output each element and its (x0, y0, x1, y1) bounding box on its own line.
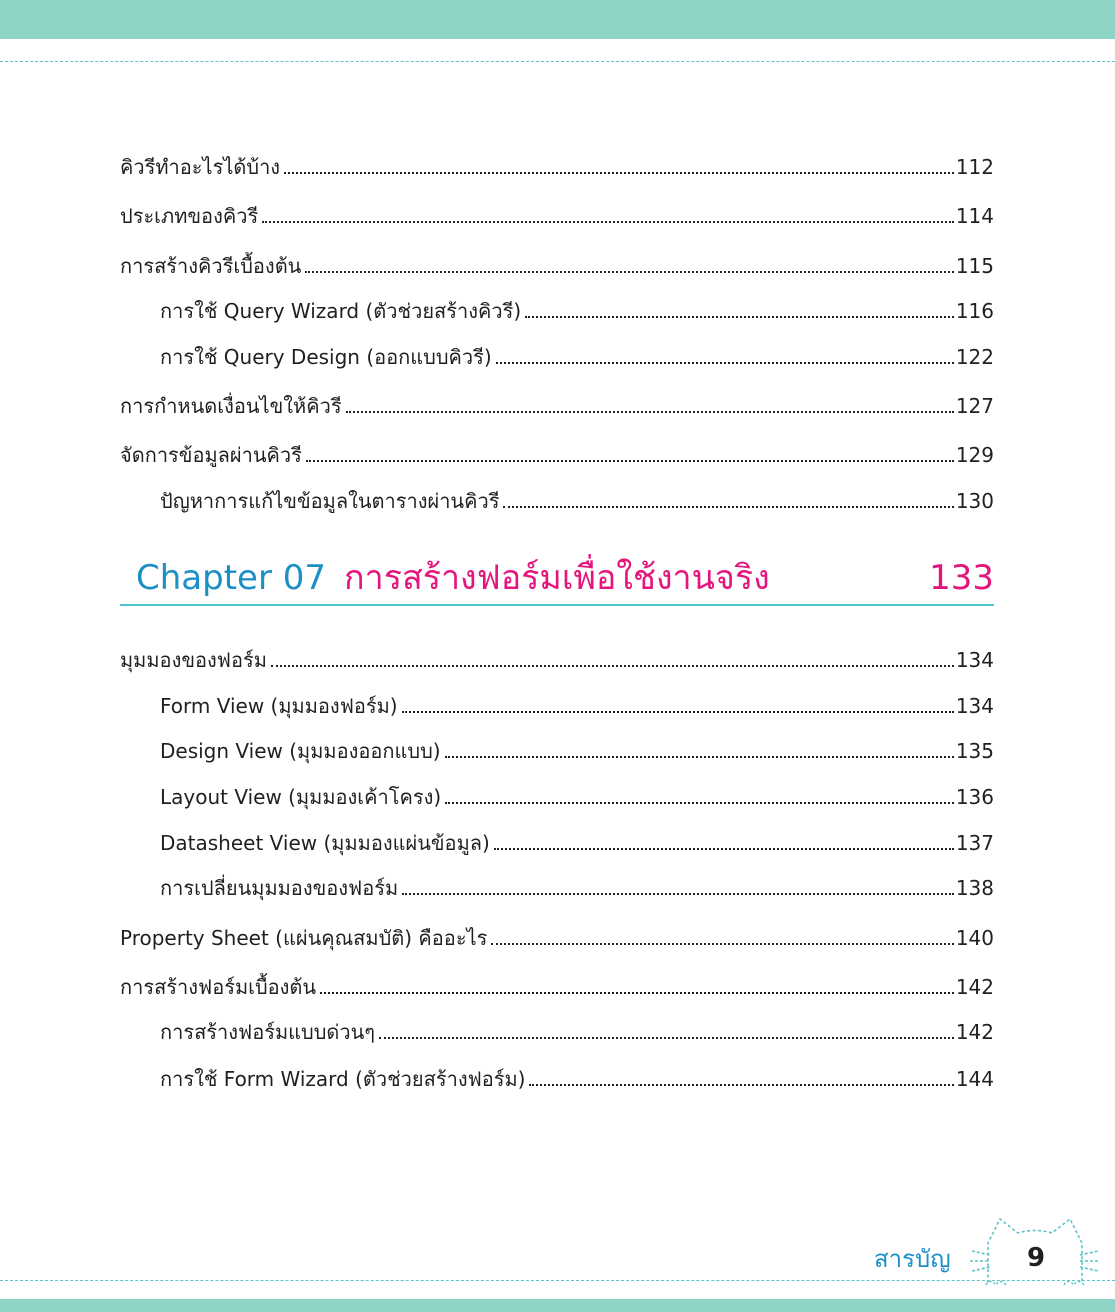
toc-leader-dots (346, 410, 954, 413)
toc-entry-page: 115 (955, 254, 994, 278)
toc-leader-dots (320, 991, 954, 994)
toc-entry-page: 134 (955, 694, 994, 718)
toc-entry (120, 199, 994, 229)
toc-entry (120, 643, 994, 673)
toc-leader-dots (284, 171, 954, 174)
toc-entry-page: 140 (955, 926, 994, 950)
toc-leader-dots (262, 220, 954, 223)
toc-entry-title: การใช้ Query Wizard (ตัวช่วยสร้างคิวรี) (160, 299, 522, 323)
toc-entry-page: 122 (955, 345, 994, 369)
toc-entry-title: การใช้ Query Design (ออกแบบคิวรี) (160, 345, 492, 369)
toc-subentry (160, 734, 994, 764)
toc-entry-title: Property Sheet (แผ่นคุณสมบัติ) คืออะไร (120, 926, 488, 950)
toc-entry-page: 135 (955, 739, 994, 763)
toc-subentry (160, 484, 994, 514)
toc-entry (120, 150, 994, 180)
toc-entry-page: 116 (955, 299, 994, 323)
toc-leader-dots (496, 361, 954, 364)
toc-leader-dots (445, 801, 954, 804)
toc-leader-dots (503, 505, 953, 508)
toc-leader-dots (529, 1083, 953, 1086)
toc-entry-page: 134 (955, 648, 994, 672)
top-color-band (0, 0, 1115, 39)
toc-subentry (160, 826, 994, 856)
toc-leader-dots (305, 270, 953, 273)
toc-entry-title: การกำหนดเงื่อนไขให้คิวรี (120, 394, 342, 418)
toc-entry-title: การใช้ Form Wizard (ตัวช่วยสร้างฟอร์ม) (160, 1067, 526, 1091)
toc-entry (120, 389, 994, 419)
toc-entry-title: Design View (มุมมองออกแบบ) (160, 739, 441, 763)
chapter-heading (120, 552, 994, 606)
toc-entry-title: Form View (มุมมองฟอร์ม) (160, 694, 398, 718)
toc-entry-title: จัดการข้อมูลผ่านคิวรี (120, 443, 302, 467)
bottom-dashed-rule (0, 1280, 1115, 1281)
toc-entry-page: 142 (955, 1020, 994, 1044)
toc-entry-title: การสร้างฟอร์มเบื้องต้น (120, 975, 317, 999)
toc-entry (120, 970, 994, 1000)
chapter-label: Chapter 07 (136, 558, 327, 598)
toc-entry-page: 112 (955, 155, 994, 179)
toc-entry (120, 921, 994, 951)
toc-leader-dots (402, 710, 954, 713)
bottom-color-band (0, 1299, 1115, 1312)
toc-leader-dots (525, 315, 954, 318)
toc-subentry (160, 689, 994, 719)
toc-entry-page: 129 (955, 443, 994, 467)
toc-entry-title: การสร้างฟอร์มแบบด่วนๆ (160, 1020, 376, 1044)
chapter-page: 133 (929, 558, 994, 598)
toc-entry-title: Datasheet View (มุมมองแผ่นข้อมูล) (160, 831, 490, 855)
toc-leader-dots (379, 1036, 954, 1039)
toc-subentry (160, 1015, 994, 1045)
toc-entry-title: การสร้างคิวรีเบื้องต้น (120, 254, 302, 278)
toc-entry (120, 438, 994, 468)
toc-entry-page: 138 (955, 876, 994, 900)
toc-entry-page: 137 (955, 831, 994, 855)
toc-leader-dots (491, 942, 953, 945)
toc-leader-dots (494, 847, 954, 850)
page-number: 9 (1026, 1243, 1046, 1273)
toc-subentry (160, 871, 994, 901)
toc-entry-page: 142 (955, 975, 994, 999)
toc-entry-title: Layout View (มุมมองเค้าโครง) (160, 785, 442, 809)
toc-leader-dots (402, 892, 954, 895)
toc-leader-dots (306, 459, 954, 462)
footer-section-label: สารบัญ (874, 1245, 951, 1273)
toc-entry (120, 249, 994, 279)
toc-entry-title: การเปลี่ยนมุมมองของฟอร์ม (160, 876, 399, 900)
toc-entry-page: 127 (955, 394, 994, 418)
toc-subentry (160, 294, 994, 324)
toc-leader-dots (445, 755, 954, 758)
top-dashed-rule (0, 61, 1115, 62)
toc-entry-page: 144 (955, 1067, 994, 1091)
chapter-title: การสร้างฟอร์มเพื่อใช้งานจริง (344, 558, 770, 598)
toc-entry-page: 136 (955, 785, 994, 809)
toc-entry-title: มุมมองของฟอร์ม (120, 648, 267, 672)
toc-subentry (160, 1062, 994, 1092)
toc-entry-page: 114 (955, 204, 994, 228)
toc-subentry (160, 780, 994, 810)
toc-entry-title: ปัญหาการแก้ไขข้อมูลในตารางผ่านคิวรี (160, 489, 500, 513)
toc-entry-title: คิวรีทำอะไรได้บ้าง (120, 155, 281, 179)
toc-subentry (160, 340, 994, 370)
toc-entry-title: ประเภทของคิวรี (120, 204, 259, 228)
toc-leader-dots (271, 664, 954, 667)
toc-entry-page: 130 (955, 489, 994, 513)
